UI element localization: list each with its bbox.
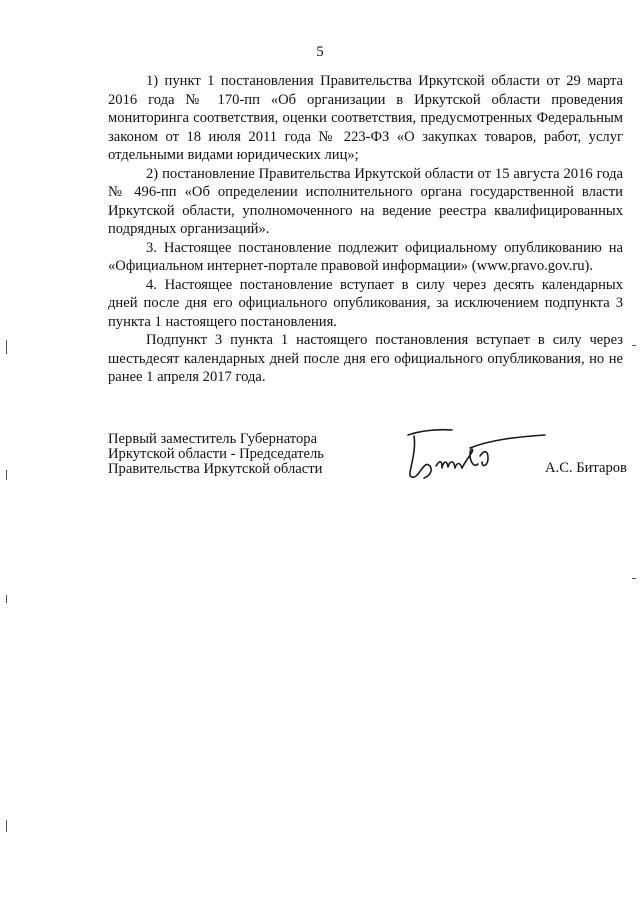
left-margin-mark (6, 595, 7, 603)
document-body (108, 72, 623, 387)
left-margin-mark (6, 470, 7, 480)
position-line-3: Правительства Иркутской области (108, 461, 323, 477)
left-margin-mark (6, 340, 7, 354)
right-margin-mark (632, 345, 636, 346)
paragraph-closing: Подпункт 3 пункта 1 настоящего постановления вступает в силу через шестьдесят календарных дней после дня его официального опубликования, но не ранее 1 апреля 2017 года. (108, 332, 623, 385)
signatory-position (108, 432, 324, 477)
paragraph-item-1: 1) пункт 1 постановления Правительства Иркутской области от 29 марта 2016 года № 170-пп «Об организации в Иркутской области проведения мониторинга соответствия, оценки соответствия, предусмотренных Федеральным законом от 18 июля 2011 года № 223-ФЗ «О закупках товаров, работ, услуг отдельными видами юридических лиц»; (108, 73, 623, 163)
position-line-1: Первый заместитель Губернатора (108, 431, 318, 447)
paragraph-item-2: 2) постановление Правительства Иркутской области от 15 августа 2016 года № 496-пп «Об определении исполнительного органа государственной власти Иркутской области, уполномоченного на ведение реестра квалифицированных подрядных организаций». (108, 165, 623, 237)
paragraph-item-4: 4. Настоящее постановление вступает в силу через десять календарных дней после дня его официального опубликования, за исключением подпункта 3 пункта 1 настоящего постановления. (108, 276, 623, 330)
handwritten-signature (400, 422, 550, 487)
signer-name: А.С. Битаров (545, 460, 627, 476)
position-line-2: Иркутской области - Председатель (108, 446, 324, 462)
left-margin-mark (6, 820, 7, 832)
right-margin-mark (632, 578, 636, 579)
paragraph-item-3: 3. Настоящее постановление подлежит официальному опубликованию на «Официальном интернет-портале правовой информации» (www.pravo.gov.ru). (108, 239, 623, 274)
page-number: 5 (316, 44, 324, 60)
